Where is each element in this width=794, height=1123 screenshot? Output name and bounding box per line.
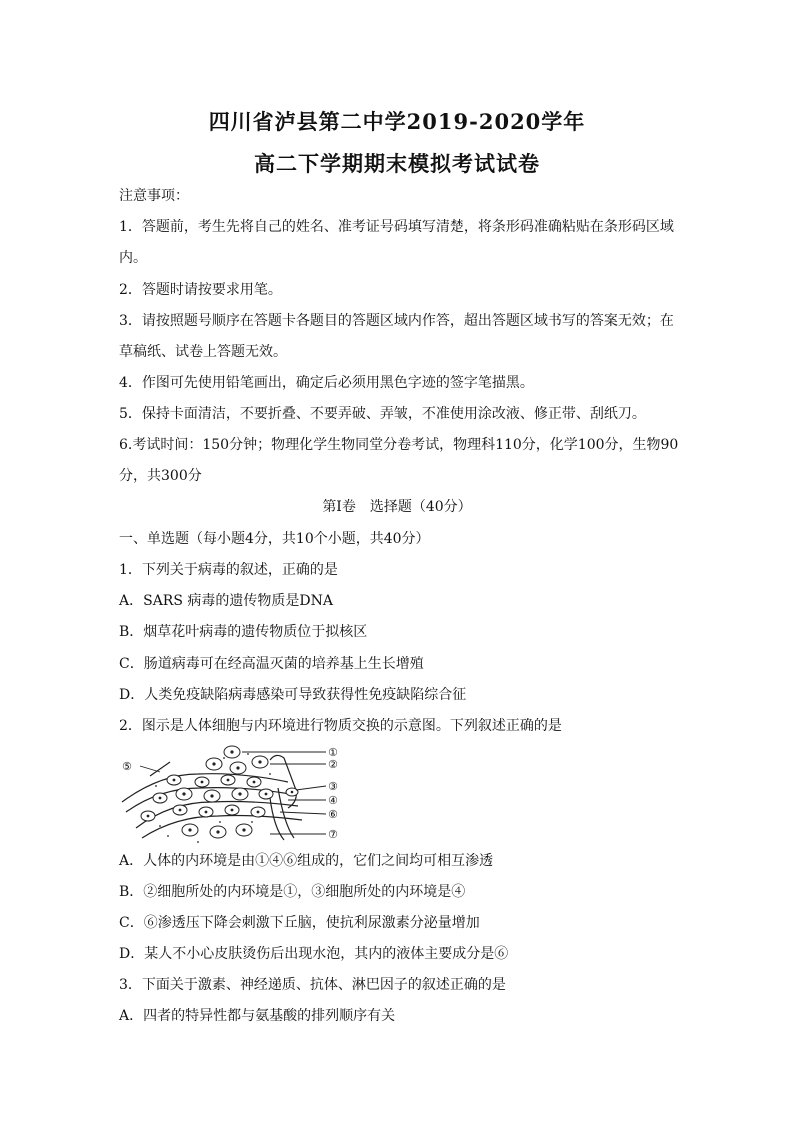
notice-line: 2．答题时请按要求用笔。: [119, 282, 282, 298]
diagram-svg: [120, 742, 352, 846]
section-subtitle: 一、单选题（每小题4分，共10个小题，共40分）: [119, 531, 430, 547]
notice-line: 5．保持卡面清洁，不要折叠、不要弄破、弄皱，不准使用涂改液、修正带、刮纸刀。: [119, 406, 646, 422]
question-1-option-d: D．人类免疫缺陷病毒感染可导致获得性免疫缺陷综合征: [119, 687, 467, 703]
label-2: ②: [328, 758, 338, 771]
exam-title-line2: 高二下学期期末模拟考试试卷: [254, 151, 540, 176]
label-7: ⑦: [328, 828, 338, 841]
tissue-exchange-diagram: [120, 742, 352, 846]
notice-line: 4．作图可先使用铅笔画出，确定后必须用黑色字迹的签字笔描黑。: [119, 375, 534, 391]
question-2-option-a: A．人体的内环境是由①④⑥组成的，它们之间均可相互渗透: [119, 853, 494, 869]
section-title: 第Ⅰ卷 选择题（40分）: [322, 499, 472, 515]
notice-line: 1．答题前，考生先将自己的姓名、准考证号码填写清楚，将条形码准确粘贴在条形码区域: [119, 219, 674, 235]
label-5: ⑤: [122, 760, 132, 773]
exam-title-line1: 四川省泸县第二中学2019-2020学年: [208, 109, 586, 134]
question-1-option-b: B．烟草花叶病毒的遗传物质位于拟核区: [119, 624, 368, 640]
question-2-option-d: D．某人不小心皮肤烫伤后出现水泡，其内的液体主要成分是⑥: [119, 946, 509, 962]
question-3-stem: 3．下面关于激素、神经递质、抗体、淋巴因子的叙述正确的是: [119, 977, 506, 993]
question-2-stem: 2．图示是人体细胞与内环境进行物质交换的示意图。下列叙述正确的是: [119, 718, 562, 734]
label-6: ⑥: [328, 808, 338, 821]
notice-line: 3．请按照题号顺序在答题卡各题目的答题区域内作答，超出答题区域书写的答案无效；在: [119, 313, 674, 329]
question-1-option-c: C．肠道病毒可在经高温灭菌的培养基上生长增殖: [119, 656, 424, 672]
label-4: ④: [328, 794, 338, 807]
notice-line: 草稿纸、试卷上答题无效。: [119, 344, 287, 360]
question-1-stem: 1．下列关于病毒的叙述，正确的是: [119, 562, 338, 578]
question-1-option-a: A．SARS 病毒的遗传物质是DNA: [119, 593, 333, 609]
label-3: ③: [328, 780, 338, 793]
notice-line: 6.考试时间：150分钟；物理化学生物同堂分卷考试，物理科110分，化学100分，生物90: [119, 437, 679, 453]
notice-line: 内。: [119, 250, 147, 266]
notice-heading: 注意事项：: [119, 188, 189, 204]
notice-line: 分，共300分: [119, 468, 202, 484]
question-2-option-c: C．⑥渗透压下降会刺激下丘脑，使抗利尿激素分泌量增加: [119, 915, 480, 931]
question-3-option-a: A．四者的特异性都与氨基酸的排列顺序有关: [119, 1008, 396, 1024]
label-1: ①: [328, 746, 338, 759]
question-2-option-b: B．②细胞所处的内环境是①，③细胞所处的内环境是④: [119, 884, 466, 900]
